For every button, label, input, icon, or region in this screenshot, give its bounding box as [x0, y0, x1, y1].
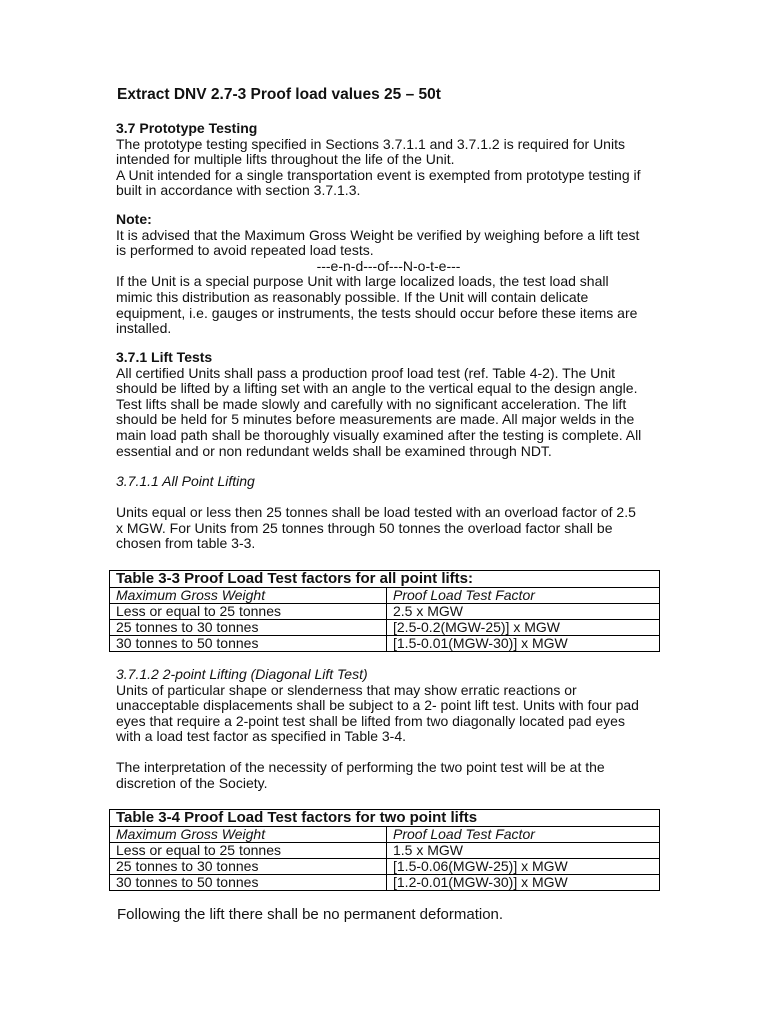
factor-cell: [1.5-0.01(MGW-30)] x MGW	[387, 636, 660, 652]
column-header-weight: Maximum Gross Weight	[110, 827, 387, 843]
paragraph-line: main load path shall be thoroughly visually examined after the testing is complete. All	[116, 426, 642, 443]
section-3-7-1-2-heading: 3.7.1.2 2-point Lifting (Diagonal Lift Test)	[116, 666, 368, 682]
document-title: Extract DNV 2.7-3 Proof load values 25 – 50t	[117, 86, 441, 103]
weight-cell: 25 tonnes to 30 tonnes	[110, 620, 387, 636]
section-3-7	[116, 121, 661, 199]
factor-cell: 2.5 x MGW	[387, 604, 660, 620]
paragraph-line: equipment, i.e. gauges or instruments, the tests should occur before these items are	[116, 304, 638, 321]
column-header-factor: Proof Load Test Factor	[387, 588, 660, 604]
section-3-7-heading: 3.7 Prototype Testing	[116, 120, 258, 136]
table-3-3-title: Table 3-3 Proof Load Test factors for all point lifts:	[110, 571, 660, 588]
paragraph-line: Units of particular shape or slenderness that may show erratic reactions or	[116, 681, 577, 698]
table-3-4	[109, 809, 660, 891]
paragraph-line: Test lifts shall be made slowly and carefully with no significant acceleration. The lift	[116, 395, 627, 412]
paragraph-line: essential and or non redundant welds shall be examined through NDT.	[116, 442, 552, 459]
factor-cell: [1.2-0.01(MGW-30)] x MGW	[387, 875, 660, 891]
factor-cell: 1.5 x MGW	[387, 843, 660, 859]
note-heading: Note:	[116, 211, 152, 227]
section-3-7-1-2	[116, 667, 661, 745]
paragraph-line: The interpretation of the necessity of performing the two point test will be at the	[116, 759, 605, 775]
paragraph-line: should be lifted by a lifting set with an angle to the vertical equal to the design angle.	[116, 380, 638, 397]
table-row	[110, 843, 660, 859]
column-header-factor: Proof Load Test Factor	[387, 827, 660, 843]
paragraph-line: x MGW. For Units from 25 tonnes through 50 tonnes the overload factor shall be	[116, 519, 613, 536]
paragraph-line: built in accordance with section 3.7.1.3.	[116, 182, 361, 199]
section-3-7-1	[116, 350, 661, 459]
paragraph-line: mimic this distribution as reasonably possible. If the Unit will contain delicate	[116, 288, 589, 305]
note-end-marker: ---e-n-d---of---N-o-t-e---	[316, 257, 461, 274]
paragraph-line: A Unit intended for a single transportation event is exempted from prototype testing if	[116, 166, 641, 183]
closing-statement: Following the lift there shall be no permanent deformation.	[117, 906, 504, 923]
paragraph-line: The prototype testing specified in Sections 3.7.1.1 and 3.7.1.2 is required for Units	[116, 135, 625, 152]
table-header-row	[110, 588, 660, 604]
table-title-row	[110, 810, 660, 827]
factor-cell: [1.5-0.06(MGW-25)] x MGW	[387, 859, 660, 875]
table-3-4-title: Table 3-4 Proof Load Test factors for two point lifts	[110, 810, 660, 827]
paragraph-line: eyes that require a 2-point test shall be lifted from two diagonally located pad eyes	[116, 712, 625, 729]
paragraph-line: unacceptable displacements shall be subject to a 2- point lift test. Units with four pad	[116, 697, 639, 714]
weight-cell: 25 tonnes to 30 tonnes	[110, 859, 387, 875]
paragraph-line: is performed to avoid repeated load tests.	[116, 242, 374, 259]
paragraph-line: If the Unit is a special purpose Unit with large localized loads, the test load shall	[116, 273, 609, 290]
paragraph-line: intended for multiple lifts throughout the life of the Unit.	[116, 151, 455, 168]
weight-cell: 30 tonnes to 50 tonnes	[110, 636, 387, 652]
section-3-7-1-heading: 3.7.1 Lift Tests	[116, 349, 213, 365]
table-title-row	[110, 571, 660, 588]
weight-cell: 30 tonnes to 50 tonnes	[110, 875, 387, 891]
weight-cell: Less or equal to 25 tonnes	[110, 604, 387, 620]
table-row	[110, 875, 660, 891]
table-row	[110, 620, 660, 636]
paragraph-line: with a load test factor as specified in Table 3-4.	[116, 728, 407, 745]
column-header-weight: Maximum Gross Weight	[110, 588, 387, 604]
paragraph-line: All certified Units shall pass a production proof load test (ref. Table 4-2). The Unit	[116, 364, 616, 381]
paragraph-line: should be held for 5 minutes before measurements are made. All major welds in the	[116, 411, 635, 428]
paragraph-line: Units equal or less then 25 tonnes shall be load tested with an overload factor of 2.5	[116, 504, 636, 520]
paragraph-line: installed.	[116, 320, 172, 337]
table-row	[110, 604, 660, 620]
paragraph-line: chosen from table 3-3.	[116, 535, 256, 552]
paragraph-line: discretion of the Society.	[116, 774, 268, 791]
paragraph-line: It is advised that the Maximum Gross Weight be verified by weighing before a lift test	[116, 226, 640, 243]
section-3-7-1-1	[116, 505, 661, 552]
table-row	[110, 859, 660, 875]
table-header-row	[110, 827, 660, 843]
table-3-3	[109, 570, 660, 652]
table-row	[110, 636, 660, 652]
weight-cell: Less or equal to 25 tonnes	[110, 843, 387, 859]
factor-cell: [2.5-0.2(MGW-25)] x MGW	[387, 620, 660, 636]
note-section	[116, 212, 661, 337]
interpretation-paragraph	[116, 760, 661, 791]
section-3-7-1-1-heading: 3.7.1.1 All Point Lifting	[116, 473, 255, 489]
